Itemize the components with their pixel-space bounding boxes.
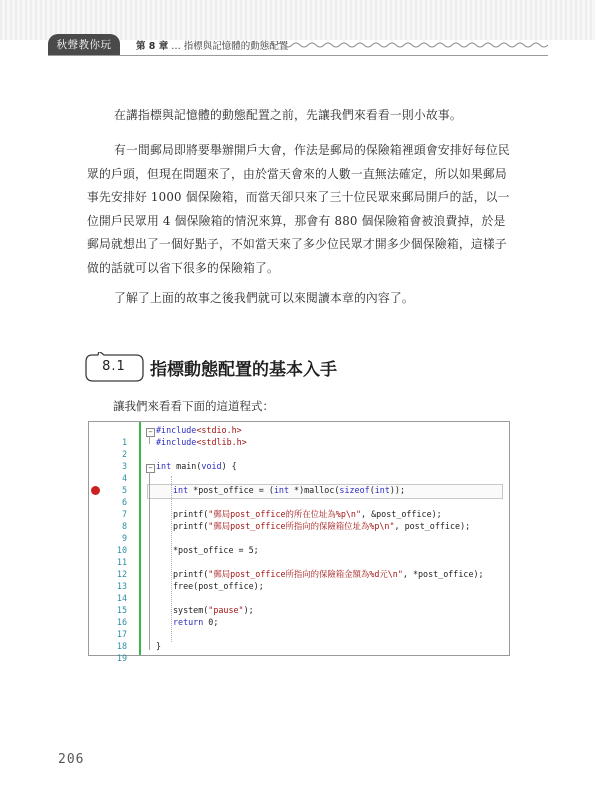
code-listing — [88, 421, 510, 663]
line-number: 18 — [116, 641, 127, 651]
code-line — [89, 544, 509, 567]
line-number: 7 — [121, 509, 127, 519]
chapter-title: 指標與記憶體的動態配置 — [183, 41, 289, 52]
line-number: 13 — [116, 581, 127, 591]
chapter-heading — [136, 38, 288, 52]
code-text: #include<stdio.h> — [156, 425, 242, 435]
code-text: system("pause"); — [173, 605, 254, 615]
code-line — [89, 580, 509, 603]
line-number: 1 — [121, 437, 127, 447]
transition-paragraph: 了解了上面的故事之後我們就可以來閱讀本章的內容了。 — [114, 291, 414, 305]
section-title: 指標動態配置的基本入手 — [150, 360, 337, 380]
line-number: 6 — [121, 497, 127, 507]
section-heading — [82, 352, 522, 384]
line-number: 19 — [116, 653, 127, 663]
line-number: 2 — [121, 449, 127, 459]
code-intro-text: 讓我們來看看下面的這道程式： — [113, 399, 274, 413]
code-line — [89, 520, 509, 543]
code-text: printf("郵局post_office的所在位址為%p\n", &post_office); — [173, 509, 442, 519]
collapse-toggle-icon: − — [146, 464, 155, 473]
line-number: 17 — [116, 629, 127, 639]
code-line — [89, 616, 509, 639]
code-line — [89, 460, 509, 483]
code-line — [89, 484, 509, 507]
line-number: 5 — [121, 485, 127, 495]
code-text: return 0; — [173, 617, 219, 627]
code-line — [89, 628, 509, 651]
line-number: 16 — [116, 617, 127, 627]
code-line — [89, 640, 509, 663]
code-text: int main(void) { — [156, 461, 237, 471]
code-line — [89, 436, 509, 459]
line-number: 14 — [116, 593, 127, 603]
code-text: #include<stdlib.h> — [156, 437, 247, 447]
page-number: 206 — [58, 752, 85, 767]
line-number: 12 — [116, 569, 127, 579]
code-text: printf("郵局post_office所指向的保險箱位址為%p\n", post_office); — [173, 521, 471, 531]
code-text: *post_office = 5; — [173, 545, 259, 555]
chapter-separator: … — [171, 41, 184, 52]
book-title-tab: 秋聲教你玩 — [48, 34, 120, 56]
line-number: 9 — [121, 533, 127, 543]
code-text: int *post_office = (int *)malloc(sizeof(int)); — [173, 485, 406, 495]
header-rule — [48, 55, 548, 56]
chapter-number: 第 8 章 — [136, 41, 169, 52]
line-number: 3 — [121, 461, 127, 471]
line-number: 8 — [121, 521, 127, 531]
line-number: 4 — [121, 473, 127, 483]
line-number: 15 — [116, 605, 127, 615]
header-wave-ornament — [276, 41, 548, 49]
collapse-toggle-icon: − — [146, 428, 155, 437]
line-number: 10 — [116, 545, 127, 555]
code-text: } — [156, 641, 162, 651]
intro-paragraph: 在講指標與記憶體的動態配置之前，先讓我們來看看一則小故事。 — [114, 108, 462, 122]
story-paragraph: 有一間郵局即將要舉辦開戶大會，作法是郵局的保險箱裡頭會安排好每位民眾的戶頭，但現在問題來了，由於當天會來的人數一直無法確定，所以如果郵局事先安排好 1000 個保險箱，而當天卻只來了三十位民眾來郵局開戶的話，以一位開戶民眾用 4 個保險箱的情況來算，那會有 880 個保險箱會被浪費掉，於是郵局就想出了一個好點子，不如當天來了多少位民眾才開多少個保險箱，這樣子做的話就可以省下很多的保險箱了。 — [87, 143, 510, 275]
section-number: 8.1 — [102, 359, 126, 374]
line-number: 11 — [116, 557, 127, 567]
code-text: free(post_office); — [173, 581, 264, 591]
code-text: printf("郵局post_office所指向的保險箱金額為%d元\n", *post_office); — [173, 569, 484, 579]
